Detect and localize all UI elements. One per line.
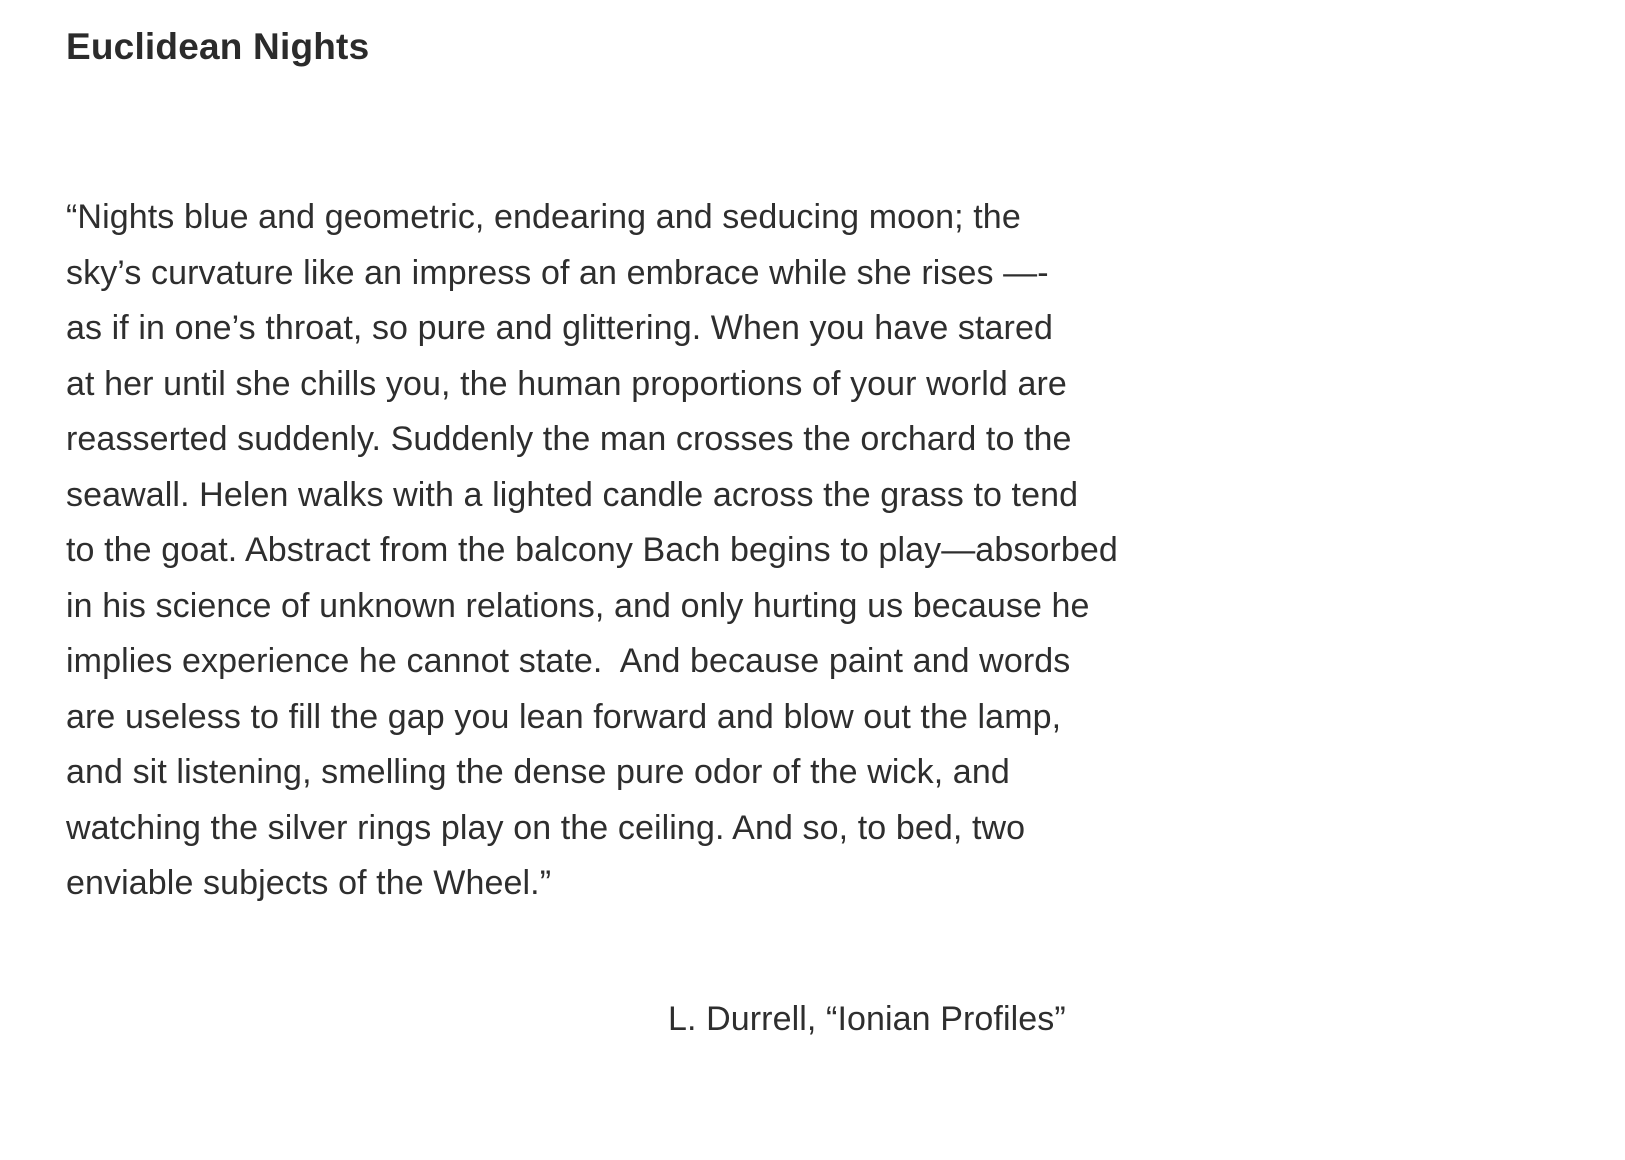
attribution: L. Durrell, “Ionian Profiles” xyxy=(668,1000,1066,1038)
poem-line: to the goat. Abstract from the balcony Bach begins to play—absorbed xyxy=(66,531,1118,569)
poem-body xyxy=(66,190,1118,912)
page-title: Euclidean Nights xyxy=(66,26,370,67)
poem-line: watching the silver rings play on the ceiling. And so, to bed, two xyxy=(66,808,1026,847)
poem-line: “Nights blue and geometric, endearing and seducing moon; the xyxy=(66,198,1021,236)
poem-line: at her until she chills you, the human proportions of your world are xyxy=(66,364,1067,403)
poem-line: are useless to fill the gap you lean forward and blow out the lamp, xyxy=(66,697,1062,736)
poem-line: sky’s curvature like an impress of an embrace while she rises —- xyxy=(66,253,1049,292)
poem-line: reasserted suddenly. Suddenly the man crosses the orchard to the xyxy=(66,420,1072,458)
poem-line: and sit listening, smelling the dense pure odor of the wick, and xyxy=(66,753,1010,791)
poem-line: in his science of unknown relations, and only hurting us because he xyxy=(66,586,1090,625)
poem-line: implies experience he cannot state. And because paint and words xyxy=(66,642,1071,680)
poem-line: as if in one’s throat, so pure and glittering. When you have stared xyxy=(66,309,1053,347)
poem-line: enviable subjects of the Wheel.” xyxy=(66,864,552,902)
poem-line: seawall. Helen walks with a lighted candle across the grass to tend xyxy=(66,475,1079,514)
